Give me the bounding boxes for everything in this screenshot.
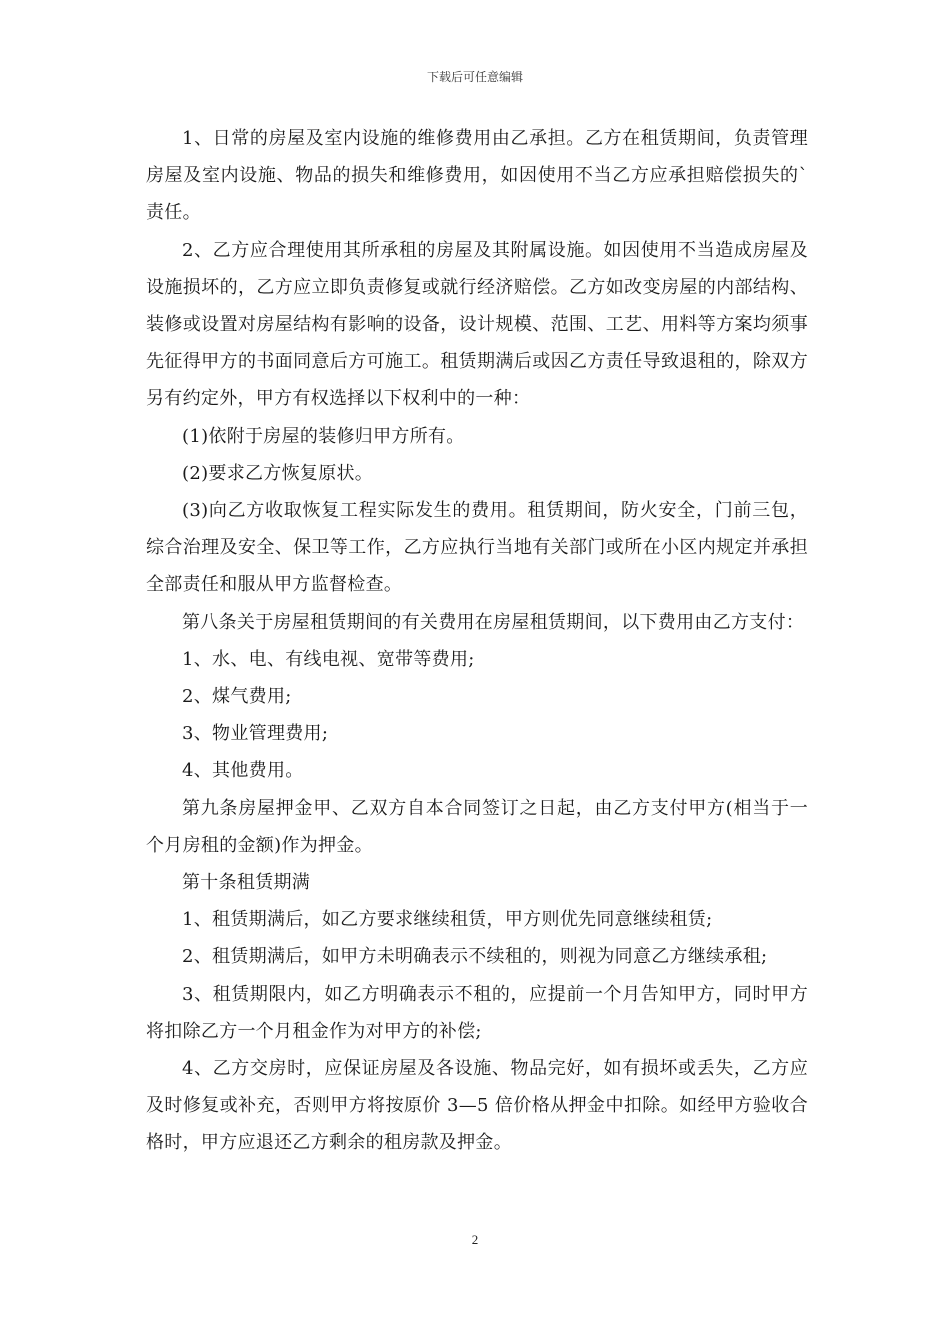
paragraph: 1、水、电、有线电视、宽带等费用; — [182, 648, 475, 670]
document-body — [146, 120, 808, 1162]
paragraph: 1、租赁期满后，如乙方要求继续租赁，甲方则优先同意继续租赁; — [182, 909, 713, 931]
page-number: 2 — [471, 1232, 479, 1247]
paragraph: (3)向乙方收取恢复工程实际发生的费用。租赁期间，防火安全，门前三包，综合治理及安全、保卫等工作，乙方应执行当地有关部门或所在小区内规定并承担全部责任和服从甲方监督检查。 — [146, 500, 808, 596]
paragraph: 2、租赁期满后，如甲方未明确表示不续租的，则视为同意乙方继续承租; — [182, 946, 768, 968]
paragraph: 3、租赁期限内，如乙方明确表示不租的，应提前一个月告知甲方，同时甲方将扣除乙方一个月租金作为对甲方的补偿; — [146, 983, 808, 1042]
paragraph: 4、乙方交房时，应保证房屋及各设施、物品完好，如有损坏或丢失，乙方应及时修复或补充，否则甲方将按原价 3—5 倍价格从押金中扣除。如经甲方验收合格时，甲方应退还乙方剩余的租房款及押金。 — [146, 1058, 808, 1154]
paragraph: (1)依附于房屋的装修归甲方所有。 — [182, 425, 465, 447]
paragraph: 第九条房屋押金甲、乙双方自本合同签订之日起，由乙方支付甲方(相当于一个月房租的金额)作为押金。 — [146, 797, 808, 856]
paragraph: 2、煤气费用; — [182, 686, 292, 708]
page-header: 下载后可任意编辑 — [426, 70, 523, 84]
paragraph: 3、物业管理费用; — [182, 723, 329, 745]
paragraph: (2)要求乙方恢复原状。 — [182, 462, 374, 484]
paragraph: 第八条关于房屋租赁期间的有关费用在房屋租赁期间，以下费用由乙方支付： — [182, 611, 805, 633]
paragraph: 第十条租赁期满 — [182, 872, 311, 894]
paragraph: 4、其他费用。 — [182, 760, 304, 782]
paragraph: 1、日常的房屋及室内设施的维修费用由乙承担。乙方在租赁期间，负责管理房屋及室内设施、物品的损失和维修费用，如因使用不当乙方应承担赔偿损失的`责任。 — [146, 128, 808, 224]
paragraph: 2、乙方应合理使用其所承租的房屋及其附属设施。如因使用不当造成房屋及设施损坏的，乙方应立即负责修复或就行经济赔偿。乙方如改变房屋的内部结构、装修或设置对房屋结构有影响的设备，设计规模、范围、工艺、用料等方案均须事先征得甲方的书面同意后方可施工。租赁期满后或因乙方责任导致退租的，除双方另有约定外，甲方有权选择以下权利中的一种： — [146, 239, 808, 410]
